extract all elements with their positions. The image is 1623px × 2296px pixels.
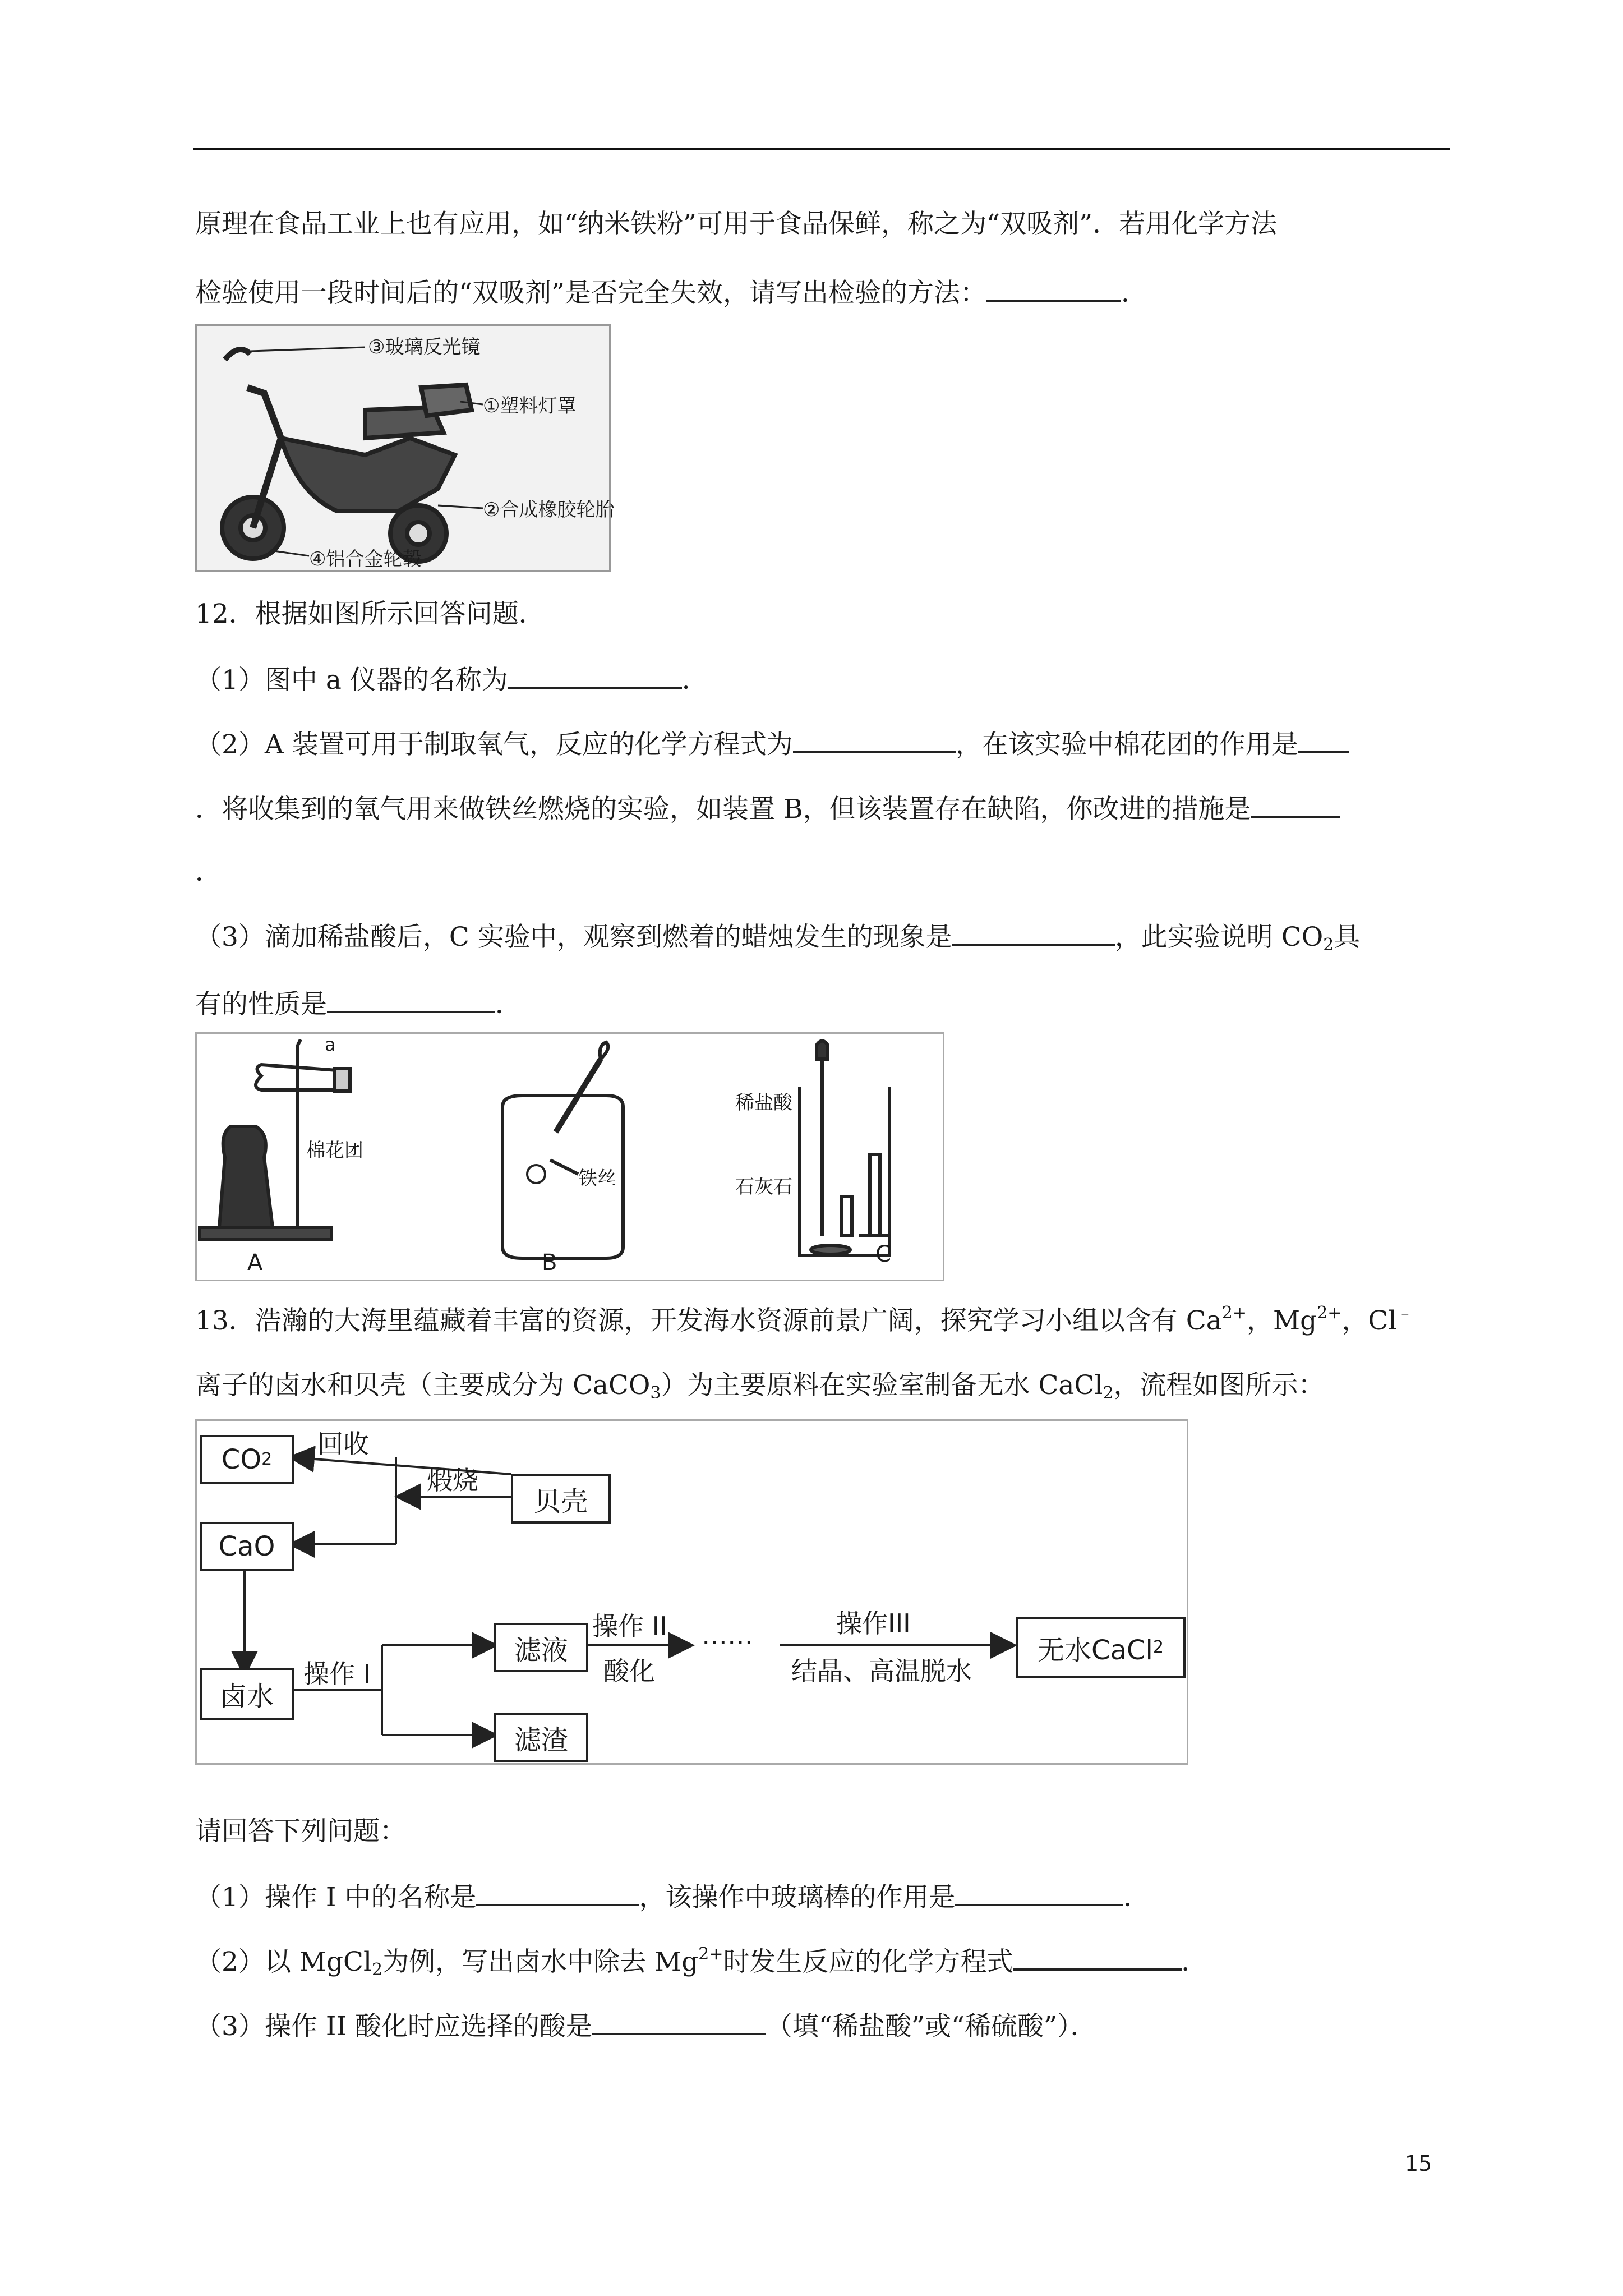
answer-blank[interactable] xyxy=(1251,791,1340,818)
q12-part3-line1 xyxy=(195,919,1360,954)
intro-line-2-text: 检验使用一段时间后的“双吸剂”是否完全失效，请写出检验的方法： xyxy=(195,278,987,309)
q12-part3-text-c: 具 xyxy=(1334,922,1361,953)
box-shell xyxy=(511,1474,611,1524)
answer-blank[interactable] xyxy=(508,662,682,689)
scooter-drawing xyxy=(197,326,609,570)
q13-sub3-b: （填“稀盐酸”或“稀硫酸”）． xyxy=(766,2011,1097,2042)
q13-sub1-b: ，该操作中玻璃棒的作用是 xyxy=(639,1882,956,1913)
box-cao xyxy=(200,1522,294,1571)
q13-sub1-end: ． xyxy=(1123,1882,1150,1913)
q13-sub3-a: （3）操作 II 酸化时应选择的酸是 xyxy=(195,2011,592,2042)
q13-sub1-a: （1）操作 I 中的名称是 xyxy=(195,1882,477,1913)
answer-blank[interactable] xyxy=(952,919,1115,946)
q12-part1-end: ． xyxy=(681,665,708,696)
label-op1: 操作 I xyxy=(303,1659,371,1689)
q13-line2-c: ，流程如图所示： xyxy=(1113,1370,1325,1401)
box-product: 无水CaCl 2 xyxy=(1016,1617,1186,1678)
filtrate-text: 滤液 xyxy=(514,1634,568,1666)
box-brine xyxy=(200,1668,294,1720)
q13-mg-charge: 2+ xyxy=(1317,1303,1342,1323)
cao-text: CaO xyxy=(218,1531,275,1562)
shell-text: 贝壳 xyxy=(533,1485,588,1517)
q13-line1-a: 13．浩瀚的大海里蕴藏着丰富的资源，开发海水资源前景广阔，探究学习小组以含有 Ca xyxy=(195,1305,1222,1336)
q12-part3-line2-text: 有的性质是 xyxy=(195,989,327,1020)
q13-mgcl2-sub: 2 xyxy=(372,1960,383,1980)
q12-part2-line2 xyxy=(195,791,1340,826)
answer-blank[interactable] xyxy=(793,726,956,753)
answer-blank[interactable] xyxy=(986,275,1121,302)
label-iron-wire: 铁丝 xyxy=(578,1167,616,1190)
label-C: C xyxy=(875,1241,891,1267)
scooter-label-lampshade: ①塑料灯罩 xyxy=(483,395,577,417)
q13-line1-c: ，Cl xyxy=(1341,1305,1397,1336)
scooter-figure xyxy=(195,324,615,572)
q12-part3-text-b: ，此实验说明 CO xyxy=(1114,922,1324,953)
label-calcine: 煅烧 xyxy=(427,1465,478,1496)
header-rule xyxy=(193,148,1450,150)
residue-text: 滤渣 xyxy=(514,1724,568,1756)
flowchart xyxy=(195,1419,1188,1765)
box-filtrate xyxy=(494,1623,588,1672)
co2-text: CO xyxy=(221,1444,262,1475)
scooter-label-tire: ②合成橡胶轮胎 xyxy=(483,499,615,521)
label-A: A xyxy=(247,1250,263,1276)
scooter-label-mirror: ③玻璃反光镜 xyxy=(368,336,481,358)
intro-line-2-end: ． xyxy=(1121,278,1148,309)
intro-line-2 xyxy=(195,275,1147,310)
q12-part2-line1 xyxy=(195,726,1349,762)
brine-text: 卤水 xyxy=(219,1681,274,1712)
q13-sub2 xyxy=(195,1944,1208,1979)
q12-co2-subscript: 2 xyxy=(1323,935,1334,955)
q13-line1-b: ，Mg xyxy=(1246,1305,1317,1336)
q13-caco3-sub: 3 xyxy=(650,1383,661,1403)
label-op2-bottom: 酸化 xyxy=(603,1656,655,1686)
q13-cacl2-sub: 2 xyxy=(1103,1383,1114,1403)
q13-line1 xyxy=(195,1304,1413,1338)
apparatus-figure xyxy=(195,1032,944,1281)
q12-part1 xyxy=(195,662,708,697)
answer-blank[interactable] xyxy=(327,986,495,1013)
q13-line2-a: 离子的卤水和贝壳（主要成分为 CaCO xyxy=(195,1370,651,1401)
label-a: a xyxy=(325,1034,336,1055)
flowchart-lines xyxy=(197,1421,1187,1763)
answer-blank[interactable] xyxy=(476,1879,639,1906)
q12-part2-text-b: ，在该实验中棉花团的作用是 xyxy=(955,729,1298,760)
label-limestone: 石灰石 xyxy=(735,1176,792,1198)
q13-mg-sup: 2+ xyxy=(698,1944,723,1964)
q12-part2-line2-text: ．将收集到的氧气用来做铁丝燃烧的实验，如装置 B，但该装置存在缺陷，你改进的措施是 xyxy=(195,794,1251,825)
q13-sub1 xyxy=(195,1879,1150,1915)
label-acid: 稀盐酸 xyxy=(735,1092,792,1114)
page-number: 15 xyxy=(1405,2151,1432,2176)
q12-part3-line2 xyxy=(195,986,522,1022)
q13-sub2-end: ． xyxy=(1181,1947,1208,1977)
q12-title: 12．根据如图所示回答问题． xyxy=(195,599,545,629)
answer-blank[interactable] xyxy=(1013,1944,1182,1971)
label-op2-top: 操作 II xyxy=(592,1611,667,1641)
q12-part3-text-a: （3）滴加稀盐酸后，C 实验中，观察到燃着的蜡烛发生的现象是 xyxy=(195,922,952,953)
q13-line2-b: ）为主要原料在实验室制备无水 CaCl xyxy=(661,1370,1103,1401)
label-B: B xyxy=(542,1250,557,1276)
q13-cl-charge: ﹣ xyxy=(1396,1303,1414,1323)
q13-sub3 xyxy=(195,2008,1097,2044)
label-dots: …… xyxy=(702,1620,753,1650)
q12-part3-line2-end: ． xyxy=(495,989,522,1020)
answer-blank[interactable] xyxy=(592,2008,766,2035)
label-cotton: 棉花团 xyxy=(306,1139,363,1162)
product-text: 无水CaCl xyxy=(1038,1634,1153,1666)
answer-blank[interactable] xyxy=(955,1879,1123,1906)
q12-part1-text: （1）图中 a 仪器的名称为 xyxy=(195,665,508,696)
q13-line2 xyxy=(195,1369,1325,1402)
label-recover: 回收 xyxy=(317,1429,369,1459)
answer-blank[interactable] xyxy=(1298,726,1349,753)
q12-part2-text-a: （2）A 装置可用于制取氧气，反应的化学方程式为 xyxy=(195,729,793,760)
q12-part2-line3: ． xyxy=(195,857,222,887)
box-residue xyxy=(494,1713,588,1762)
scooter-label-hub: ④铝合金轮毂 xyxy=(309,548,422,570)
label-op3-bottom: 结晶、高温脱水 xyxy=(791,1656,972,1686)
q13-sub2-a: （2）以 MgCl xyxy=(195,1947,372,1977)
q13-ask: 请回答下列问题： xyxy=(195,1816,406,1847)
label-op3-top: 操作III xyxy=(836,1608,911,1639)
q13-ca-charge: 2+ xyxy=(1221,1303,1247,1323)
intro-line-1: 原理在食品工业上也有应用，如“纳米铁粉”可用于食品保鲜，称之为“双吸剂”．若用化学方法 xyxy=(195,209,1278,240)
q13-sub2-b: 为例，写出卤水中除去 Mg xyxy=(382,1947,699,1977)
box-co2: CO 2 xyxy=(200,1435,294,1484)
q13-sub2-c: 时发生反应的化学方程式 xyxy=(723,1947,1013,1977)
